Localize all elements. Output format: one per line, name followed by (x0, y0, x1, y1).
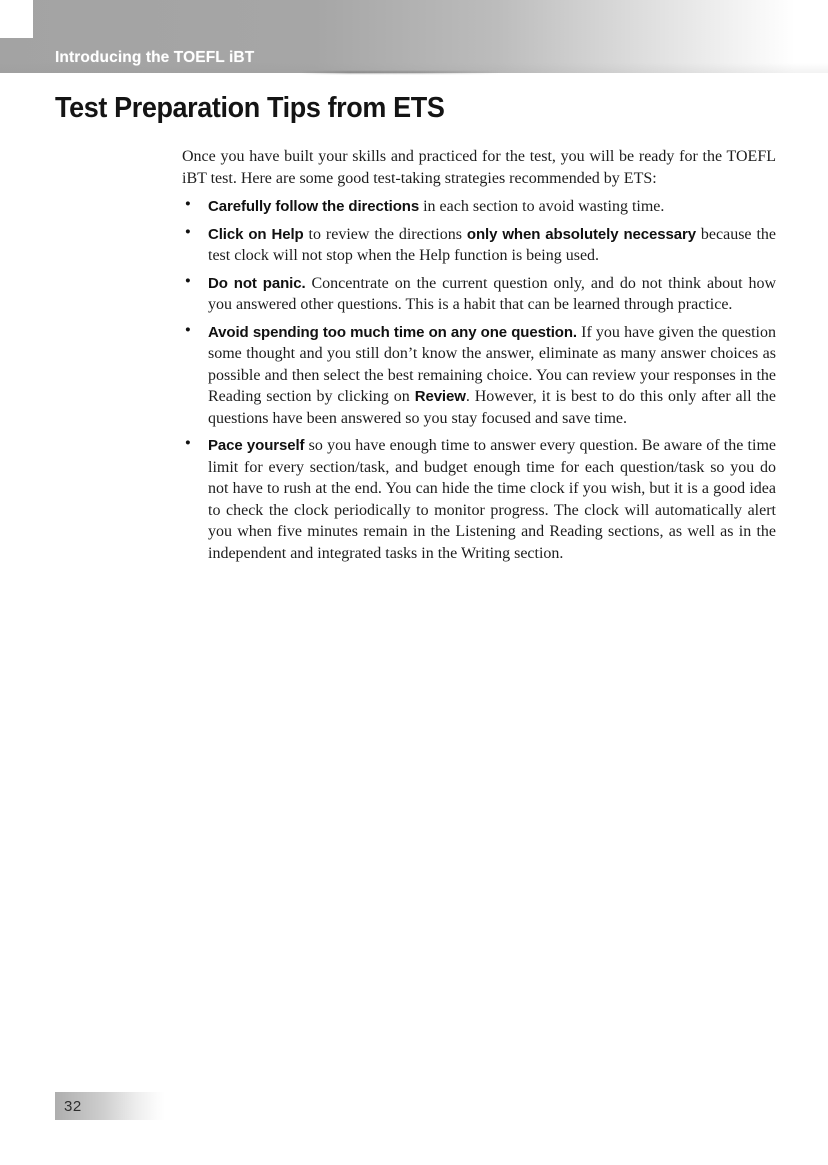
bullet-icon: ● (185, 226, 191, 237)
page-number-box (55, 1092, 165, 1120)
bullet-icon: ● (185, 275, 191, 286)
bullet-text: Concentrate on the current question only, and do not think about how you answered other questions. This is a habit that can be learned through practice. (208, 274, 777, 313)
bullet-icon: ● (185, 324, 191, 335)
bullet-lead-bold: Do not panic. (208, 274, 306, 292)
band-bottom-shadow (300, 71, 500, 74)
intro-paragraph: Once you have built your skills and practiced for the test, you will be ready for the TOEFL iBT test. Here are some good test-taking strategies recommended by ETS: (182, 148, 776, 187)
bullet-icon: ● (185, 438, 191, 448)
bullet-lead-bold: Review (414, 388, 466, 405)
list-item (182, 435, 776, 564)
bullet-lead-bold: only when absolutely necessary (466, 225, 696, 243)
page-number: 32 (64, 1097, 82, 1115)
list-item (182, 322, 776, 430)
header-band (0, 0, 828, 73)
bullet-text: . However, it is best to do this only after all the questions have been answered so you stay focused and save time. (208, 388, 776, 427)
tips-list (182, 196, 776, 564)
bullet-lead-bold: Click on Help (208, 225, 304, 243)
bullet-text: because the test clock will not stop when the Help function is being used. (208, 225, 776, 264)
bullet-text: in each section to avoid wasting time. (419, 198, 665, 215)
bullet-text: If you have given the question some thought and you still don’t know the answer, eliminate as many answer choices as possible and then select the best remaining choice. You can review your responses in the Reading section by clicking on (208, 323, 777, 405)
bullet-lead-bold: Avoid spending too much time on any one question. (208, 323, 577, 341)
band-corner-notch (0, 0, 33, 38)
list-item (182, 224, 776, 267)
bullet-lead-bold: Carefully follow the directions (208, 198, 420, 215)
body-column (182, 146, 776, 570)
bullet-lead-bold: Pace yourself (208, 437, 305, 454)
bullet-text: to review the directions (303, 225, 467, 243)
running-head: Introducing the TOEFL iBT (55, 49, 255, 66)
page-title: Test Preparation Tips from ETS (55, 92, 445, 124)
list-item (182, 273, 776, 316)
bullet-icon: ● (185, 199, 191, 209)
list-item (182, 196, 776, 218)
bullet-text: so you have enough time to answer every question. Be aware of the time limit for every section/task, and budget enough time for each question/task so you do not have to rush at the end. You can hide the time clock if you wish, but it is a good idea to check the clock periodically to monitor progress. The clock will automatically alert you when five minutes remain in the Listening and Reading sections, as well as in the independent and integrated tasks in the Writing section. (208, 437, 776, 562)
